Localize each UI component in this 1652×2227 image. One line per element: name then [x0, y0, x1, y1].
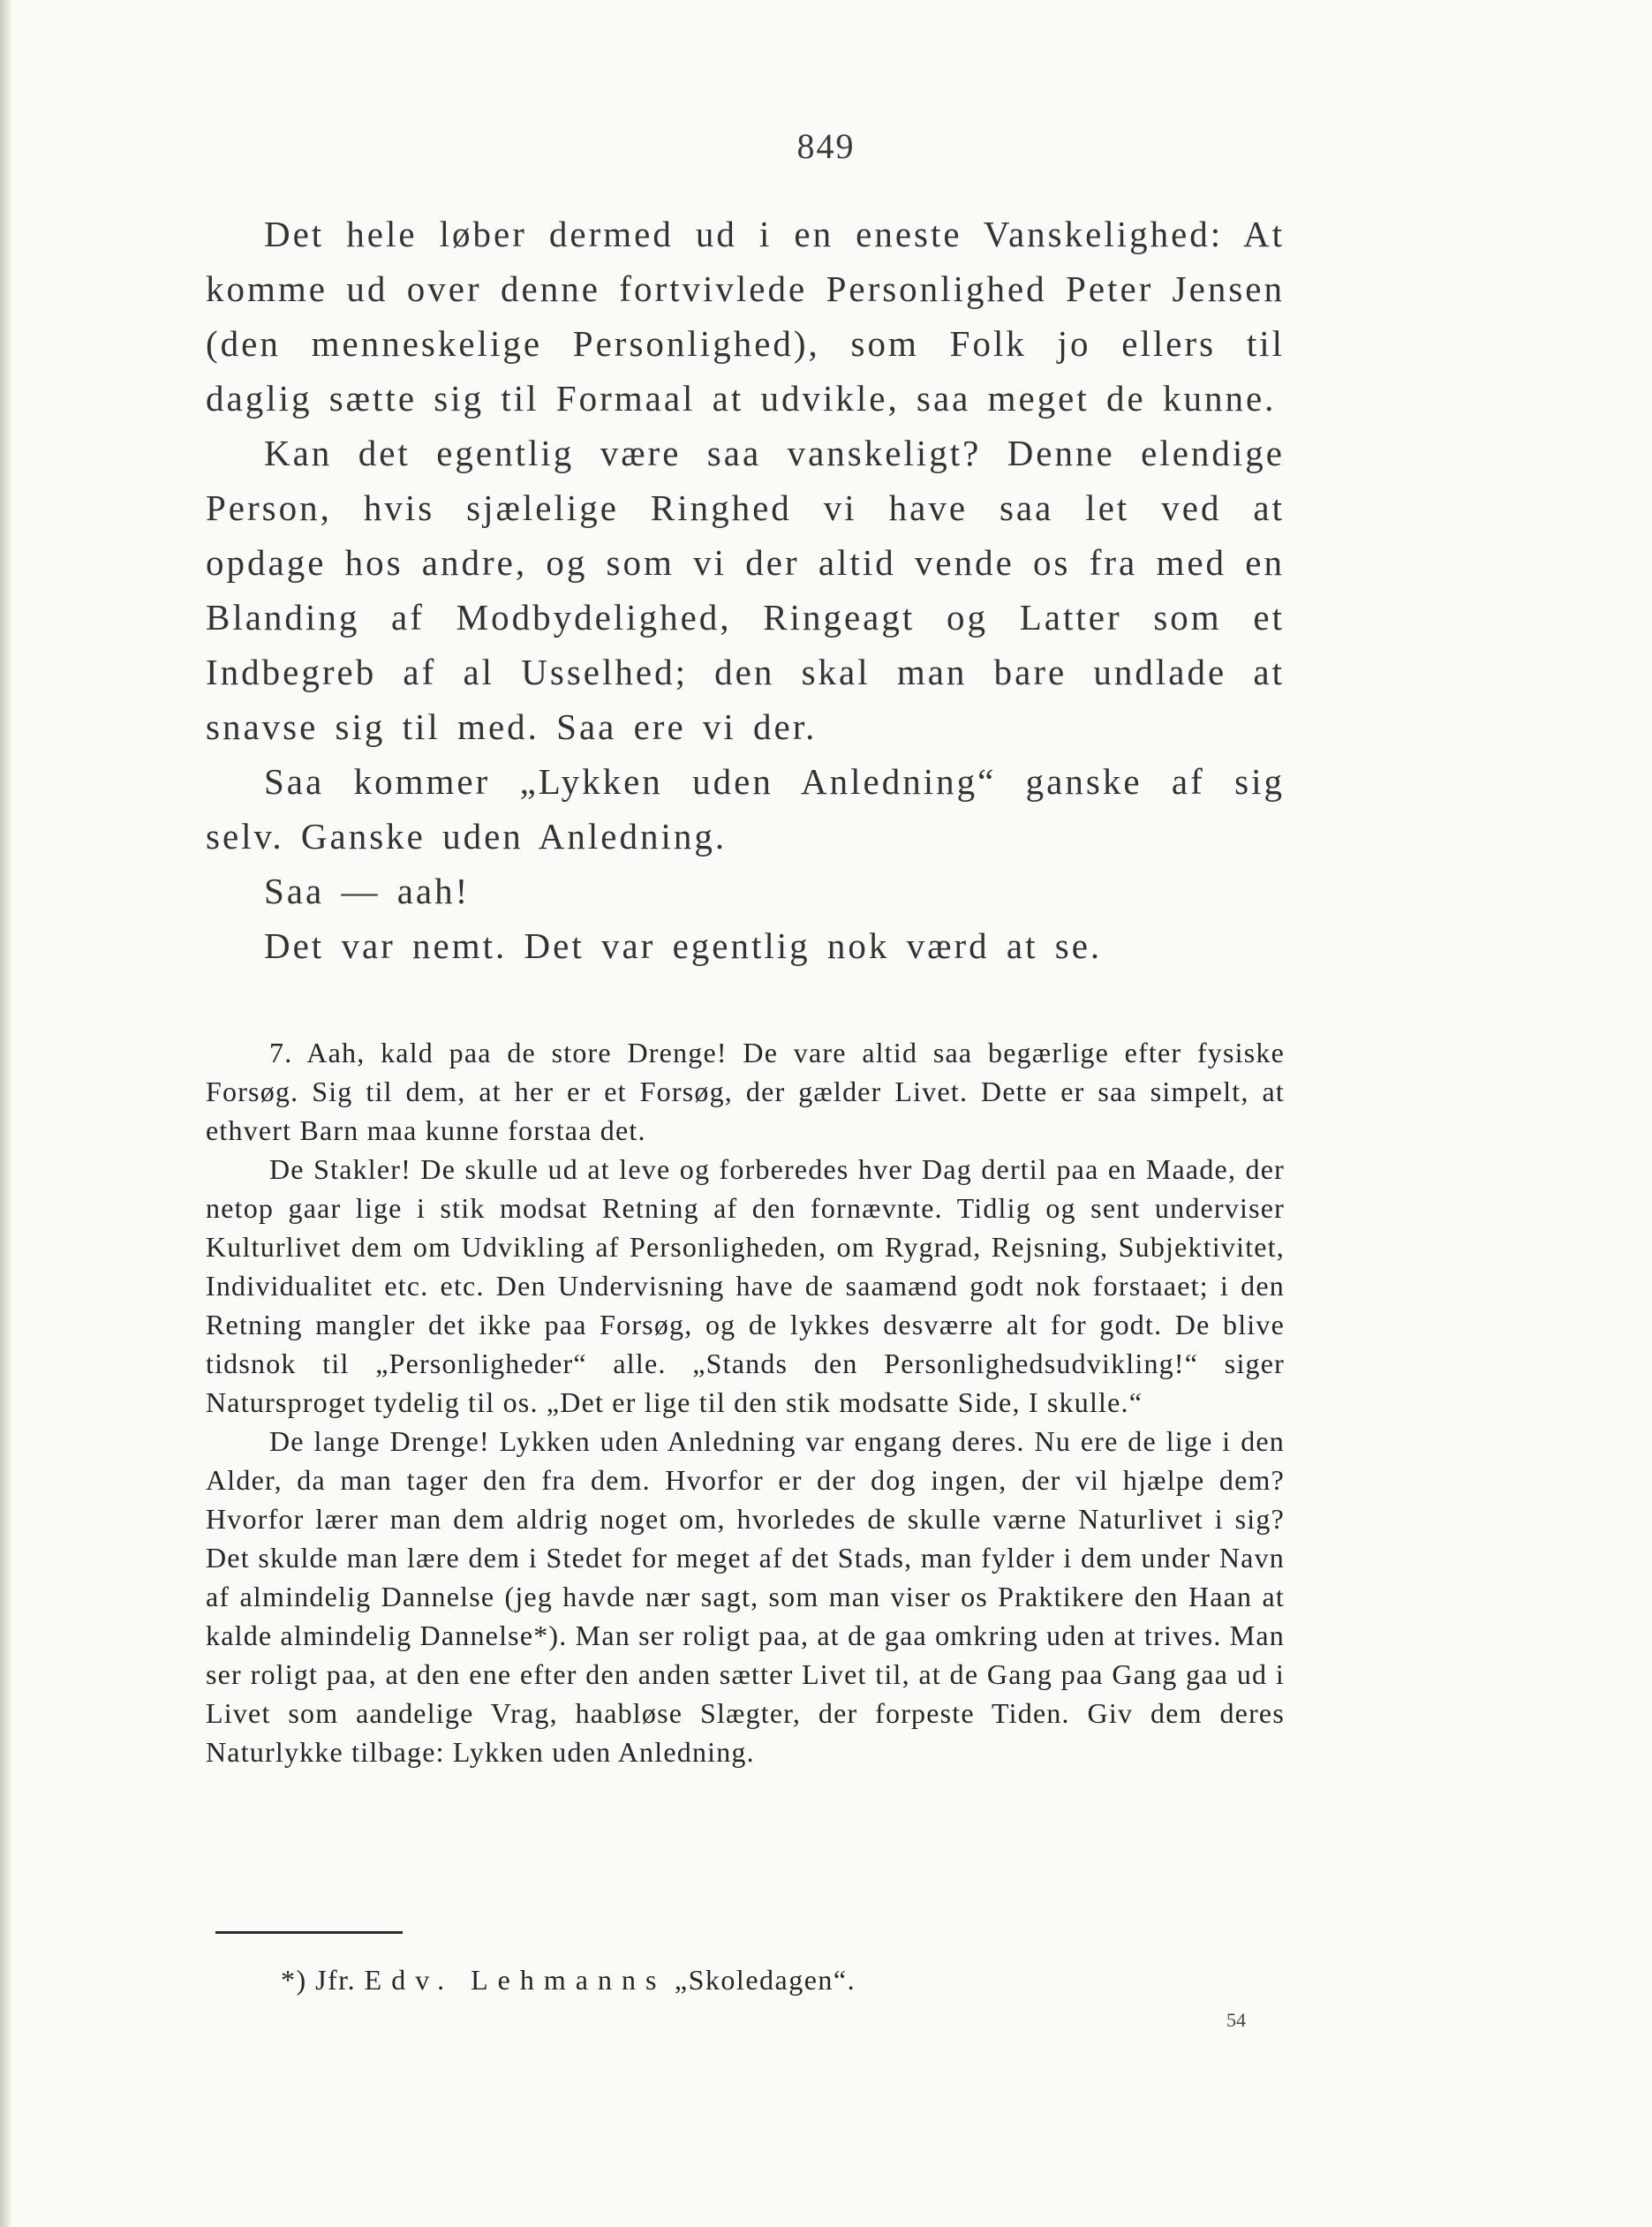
footnote: [281, 1964, 856, 1997]
printer-signature: 54: [1226, 2009, 1246, 2031]
section-7: [206, 1033, 1285, 1771]
main-paragraph: Saa — aah!: [264, 871, 471, 911]
main-paragraph: Kan det egentlig være saa vanskeligt? Denne elendige Person, hvis sjælelige Ringhed vi have saa let ved at opdage hos andre, og som vi der altid vende os fra med en Blanding af Modbydelighed, Ringeagt og Latter som et Indbegreb af al Usselhed; den skal man bare undlade at snavse sig til med. Saa ere vi der.: [206, 433, 1285, 747]
section-paragraph: De Stakler! De skulle ud at leve og forberedes hver Dag dertil paa en Maade, der netop gaar lige i stik modsat Retning af den fornævnte. Tidlig og sent underviser Kulturlivet dem om Udvikling af Personligheden, om Rygrad, Rejsning, Subjektivitet, Individualitet etc. etc. Den Undervisning have de saamænd godt nok forstaaet; i den Retning mangler det ikke paa Forsøg, og de lykkes desværre alt for godt. De blive tidsnok til „Personligheder“ alle. „Stands den Personlighedsudvikling!“ siger Natursproget tydelig til os. „Det er lige til den stik modsatte Side, I skulle.“: [206, 1153, 1285, 1418]
main-text: [206, 207, 1285, 973]
section-paragraph: De lange Drenge! Lykken uden Anledning var engang deres. Nu ere de lige i den Alder, da man tager den fra dem. Hvorfor er der dog ingen, der vil hjælpe dem? Hvorfor lærer man dem aldrig noget om, hvorledes de skulle værne Naturlivet i sig? Det skulde man lære dem i Stedet for meget af det Stads, man fylder i dem under Navn af almindelig Dannelse (jeg havde nær sagt, som man viser os Praktikere den Haan at kalde almindelig Dannelse*). Man ser roligt paa, at de gaa omkring uden at trives. Man ser roligt paa, at den ene efter den anden sætter Livet til, at de Gang paa Gang gaa ud i Livet som aandelige Vrag, haabløse Slægter, der forpeste Tiden. Giv dem deres Naturlykke tilbage: Lykken uden Anledning.: [206, 1425, 1285, 1768]
footnote-marker: *) Jfr.: [281, 1964, 357, 1996]
footnote-rule: [215, 1931, 403, 1934]
main-paragraph: Saa kommer „Lykken uden Anledning“ ganske af sig selv. Ganske uden Anledning.: [206, 761, 1285, 857]
footnote-title: „Skoledagen“.: [674, 1964, 856, 1996]
footnote-author: Edv. Lehmanns: [364, 1964, 667, 1996]
page-number: 849: [796, 126, 856, 166]
section-paragraph: 7. Aah, kald paa de store Drenge! De vare altid saa begærlige efter fysiske Forsøg. Sig til dem, at her er et Forsøg, der gælder Livet. Dette er saa simpelt, at ethvert Barn maa kunne forstaa det.: [206, 1037, 1285, 1146]
main-paragraph: Det hele løber dermed ud i en eneste Vanskelighed: At komme ud over denne fortvivlede Personlighed Peter Jensen (den menneskelige Personlighed), som Folk jo ellers til daglig sætte sig til Formaal at udvikle, saa meget de kunne.: [206, 214, 1285, 419]
page-edge: [0, 0, 12, 2227]
main-paragraph: Det var nemt. Det var egentlig nok værd at se.: [264, 925, 1103, 966]
